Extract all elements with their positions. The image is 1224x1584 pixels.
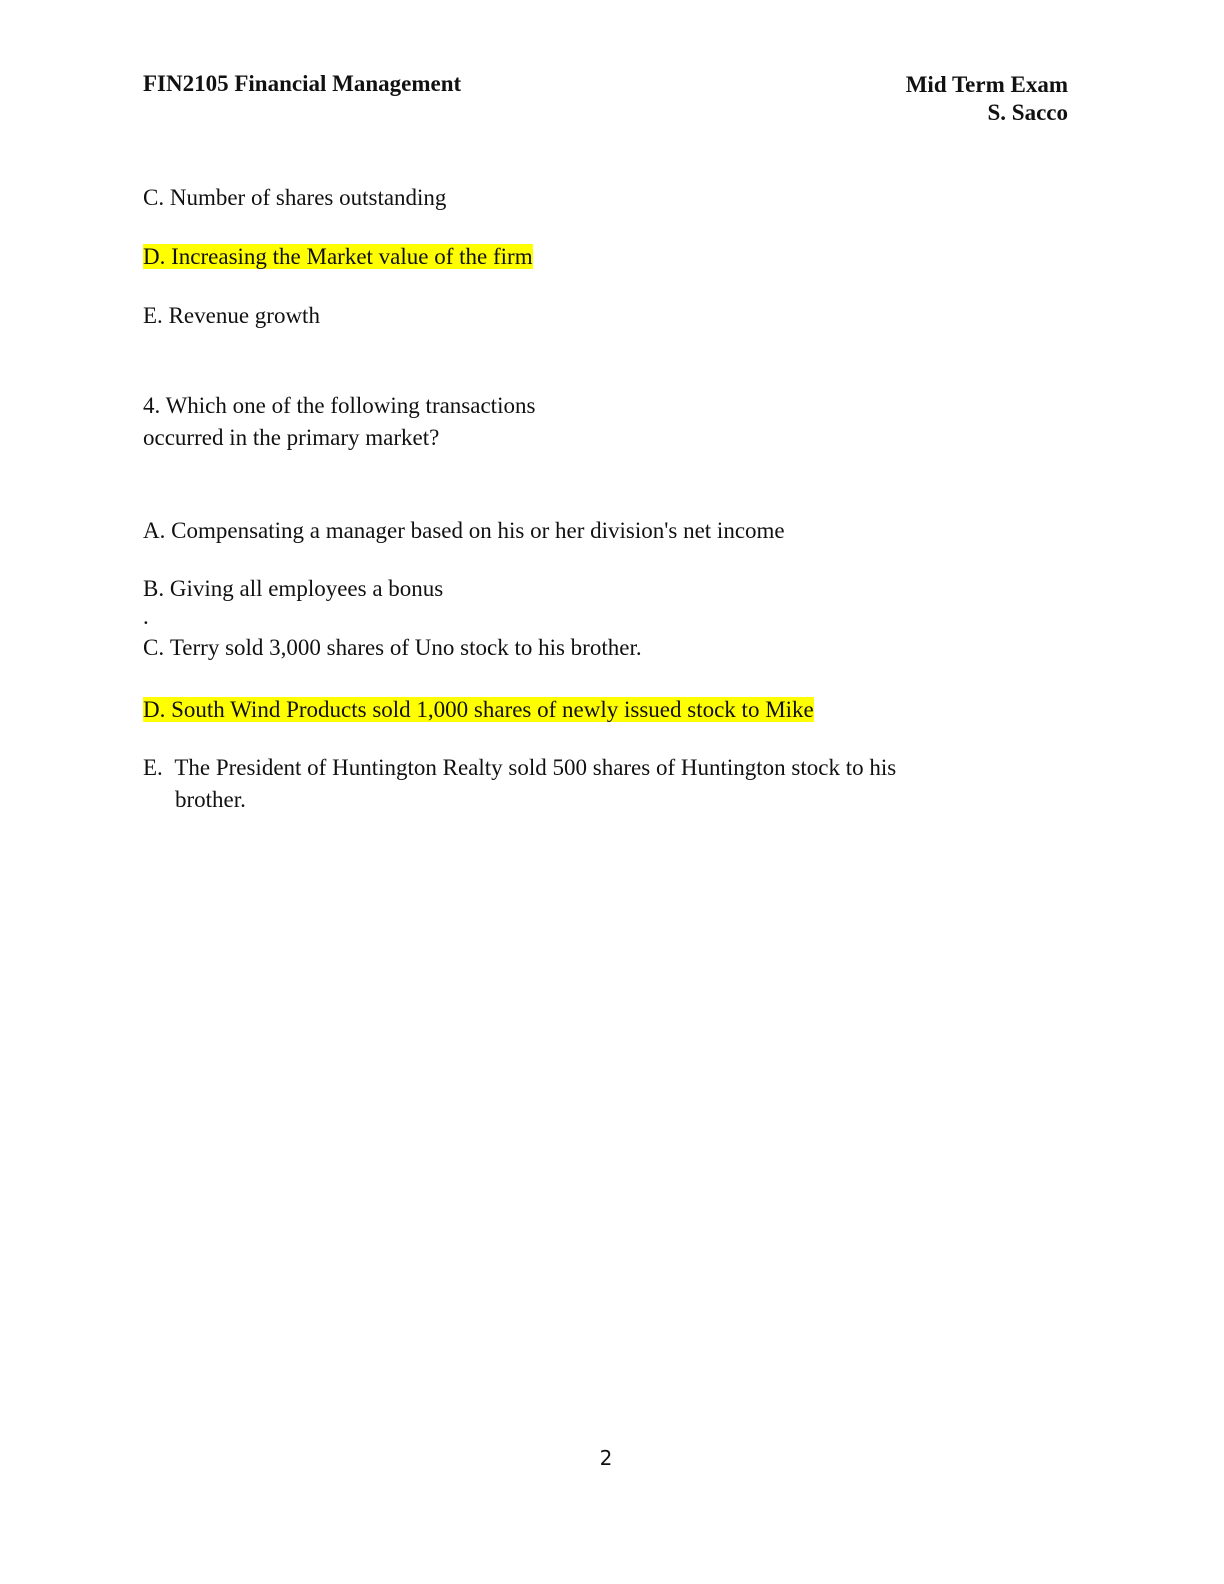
course-title: FIN2105 Financial Management [143, 71, 462, 96]
q4-option-e-continuation: brother. [175, 787, 246, 812]
q4-option-e [143, 752, 896, 784]
option-label: C. [143, 185, 165, 210]
page-number: 2 [599, 1446, 613, 1470]
prev-option-d-answer [143, 241, 533, 273]
instructor-name: S. Sacco [987, 100, 1068, 125]
option-label: D. [143, 697, 166, 722]
exam-title: Mid Term Exam [905, 72, 1068, 97]
q4-option-a [143, 515, 785, 547]
option-text: Giving all employees a bonus [169, 576, 444, 601]
prev-option-c [143, 182, 446, 214]
option-label: E. [143, 755, 163, 780]
option-label: E. [143, 303, 163, 328]
q4-option-c [143, 632, 642, 664]
option-text: The President of Huntington Realty sold 500 shares of Huntington stock to his [174, 755, 897, 780]
q4-option-d-answer [143, 694, 814, 726]
stray-period: . [143, 604, 149, 629]
q4-option-b [143, 573, 443, 605]
answer-highlight [143, 244, 533, 269]
option-label: A. [143, 518, 166, 543]
header-right [906, 71, 1068, 127]
question-4-line-2: occurred in the primary market? [143, 425, 440, 450]
option-label: B. [143, 576, 165, 601]
question-4-line-1: 4. Which one of the following transactions [143, 393, 536, 418]
option-label: C. [143, 635, 165, 660]
option-text: Revenue growth [168, 303, 320, 328]
option-label: D. [143, 244, 166, 269]
option-text: Increasing the Market value of the firm [171, 244, 533, 269]
prev-option-e [143, 300, 320, 332]
option-text: South Wind Products sold 1,000 shares of newly issued stock to Mike [171, 697, 814, 722]
option-text: Number of shares outstanding [169, 185, 447, 210]
option-text: Terry sold 3,000 shares of Uno stock to his brother. [169, 635, 642, 660]
answer-highlight [143, 697, 814, 722]
option-text: Compensating a manager based on his or her division's net income [171, 518, 785, 543]
